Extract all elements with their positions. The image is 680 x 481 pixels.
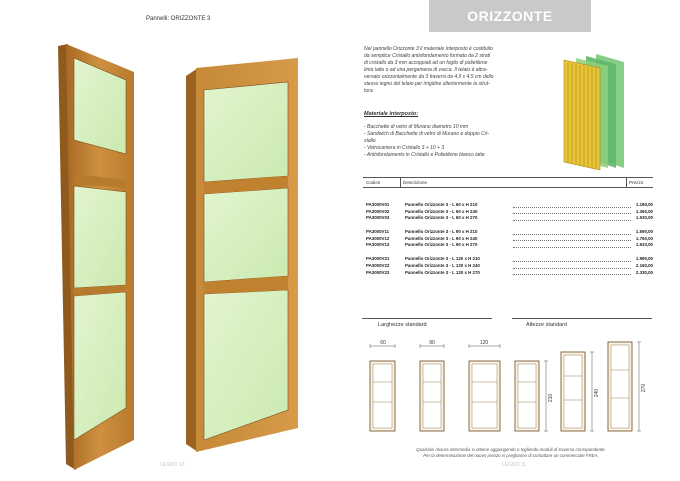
footnote bbox=[376, 447, 646, 459]
product-price: 2.160,00 bbox=[635, 262, 653, 268]
product-price: 1.590,00 bbox=[635, 229, 653, 235]
product-code: PA3000V21 bbox=[366, 256, 390, 262]
product-description: Pannello Orizzonte 3 - L 90 x H 270 bbox=[405, 242, 478, 248]
width-frame-90 bbox=[420, 344, 444, 431]
product-price: 2.330,00 bbox=[635, 269, 653, 275]
dot-leader bbox=[513, 220, 631, 221]
height-label-270: 270 bbox=[641, 383, 647, 393]
page-number-right: LEGNO 11 bbox=[502, 462, 527, 468]
product-code: PA3000V02 bbox=[366, 208, 390, 214]
table-row bbox=[363, 202, 653, 209]
product-description: Pannello Orizzonte 3 - L 120 x H 240 bbox=[405, 262, 480, 268]
material-item: stallo bbox=[364, 138, 376, 144]
table-row bbox=[363, 270, 653, 277]
intro-line: tinta latte o ad una pergamena di vacca. Il telaio è attra- bbox=[364, 67, 488, 73]
width-frame-60 bbox=[370, 344, 395, 431]
right-page bbox=[340, 0, 680, 481]
dot-leader bbox=[513, 240, 631, 241]
height-frame-210 bbox=[515, 361, 548, 431]
product-code: PA3000V22 bbox=[366, 262, 390, 268]
group-gap bbox=[363, 222, 653, 229]
product-description: Pannello Orizzonte 3 - L 120 x H 270 bbox=[405, 269, 480, 275]
table-row bbox=[363, 256, 653, 263]
table-row bbox=[363, 215, 653, 222]
price-table bbox=[363, 177, 653, 276]
header-separator bbox=[400, 178, 401, 187]
width-frame-120 bbox=[469, 344, 500, 431]
table-header bbox=[363, 177, 653, 188]
materials-list bbox=[364, 124, 514, 159]
footnote-line: Per la determinazione del nuovo prezzo vi preghiamo di contattare un commerciale FREA. bbox=[423, 453, 599, 458]
dot-leader bbox=[513, 207, 631, 208]
product-price: 1.360,00 bbox=[635, 208, 653, 214]
product-description: Pannello Orizzonte 3 - L 60 x H 240 bbox=[405, 208, 478, 214]
product-price: 1.990,00 bbox=[635, 256, 653, 262]
table-row bbox=[363, 236, 653, 243]
height-label-240: 240 bbox=[594, 388, 600, 398]
header-separator bbox=[626, 178, 627, 187]
product-description: Pannello Orizzonte 3 - L 120 x H 210 bbox=[405, 256, 480, 262]
section-rule-widths bbox=[362, 318, 492, 319]
material-item: - Vetrocamera in Cristallo 3 + 10 + 3 bbox=[364, 145, 445, 151]
material-item: - Sandwich di Bacchette di vetro di Murano e doppio Cri- bbox=[364, 131, 490, 137]
product-code: PA3000V01 bbox=[366, 202, 390, 207]
table-row bbox=[363, 242, 653, 249]
dot-leader bbox=[513, 261, 631, 262]
table-row bbox=[363, 209, 653, 216]
widths-label: Larghezze standard bbox=[378, 322, 427, 328]
dot-leader bbox=[513, 268, 631, 269]
intro-line: versato orizzontalmente da 3 traversi da 4,5 x 4,5 cm dello bbox=[364, 74, 494, 80]
header-description: Descrizione bbox=[403, 180, 427, 185]
product-price: 1.530,00 bbox=[635, 215, 653, 221]
height-label-210: 210 bbox=[548, 393, 554, 403]
door-panel-rear bbox=[186, 58, 298, 452]
heights-label: Altezze standard bbox=[526, 322, 567, 328]
dimension-diagrams bbox=[340, 336, 680, 436]
intro-text bbox=[364, 46, 514, 95]
header-price: Prezzo bbox=[629, 180, 644, 185]
product-price: 1.760,00 bbox=[635, 235, 653, 241]
intro-line: stesso legno del telaio per irrigidire ulteriormente la strut- bbox=[364, 81, 490, 87]
product-code: PA3000V12 bbox=[366, 235, 390, 241]
intro-line: Nel pannello Orizzonte 3 il materiale interposto è costituito bbox=[364, 46, 493, 52]
dot-leader bbox=[513, 213, 631, 214]
materials-heading: Materiale interposto: bbox=[364, 111, 419, 117]
material-item: - Antisfondamento in Cristallo e Polietilene bianco latte bbox=[364, 152, 485, 158]
product-description: Pannello Orizzonte 3 - L 90 x H 240 bbox=[405, 235, 478, 241]
section-rule-heights bbox=[512, 318, 652, 319]
product-description: Pannello Orizzonte 3 - L 60 x H 270 bbox=[405, 215, 478, 221]
product-description: Pannello Orizzonte 3 - L 90 x H 210 bbox=[405, 229, 478, 235]
door-panel-front bbox=[58, 44, 134, 470]
intro-line: di cristallo da 3 mm accoppiati ad un foglio di polietilene bbox=[364, 60, 488, 66]
glass-samples-illustration bbox=[536, 46, 636, 172]
header-code: Codice bbox=[366, 180, 381, 185]
product-description: Pannello Orizzonte 3 - L 60 x H 210 bbox=[405, 202, 478, 207]
product-code: PA3000V11 bbox=[366, 229, 390, 235]
product-code: PA3000V23 bbox=[366, 269, 390, 275]
product-price: 1.933,00 bbox=[635, 242, 653, 248]
title-band bbox=[429, 0, 591, 32]
running-head: Pannelli: ORIZZONTE 3 bbox=[146, 16, 211, 22]
material-item: - Bacchette di vetro di Murano diametro 10 mm bbox=[364, 124, 469, 130]
dot-leader bbox=[513, 234, 631, 235]
dot-leader bbox=[513, 274, 631, 275]
product-price: 1.190,00 bbox=[635, 202, 653, 207]
table-row bbox=[363, 263, 653, 270]
page-title: ORIZZONTE bbox=[467, 8, 553, 24]
height-frame-240 bbox=[561, 352, 594, 431]
width-label-90: 90 bbox=[429, 340, 435, 346]
product-code: PA3000V13 bbox=[366, 242, 390, 248]
product-code: PA3000V03 bbox=[366, 215, 390, 221]
dot-leader bbox=[513, 247, 631, 248]
footnote-line: Qualsiasi misura intermedia si ottiene aggiungendo o togliendo moduli di traverso corrispondente. bbox=[416, 447, 606, 452]
intro-line: da semplice Cristallo antisfondamento formato da 2 strati bbox=[364, 53, 491, 59]
intro-line: tura. bbox=[364, 88, 375, 94]
table-body bbox=[363, 202, 653, 276]
table-row bbox=[363, 229, 653, 236]
page-number-left: LEGNO 10 bbox=[160, 462, 185, 468]
height-frame-270 bbox=[608, 342, 641, 431]
width-label-60: 60 bbox=[380, 340, 386, 346]
width-label-120: 120 bbox=[479, 340, 489, 346]
group-gap bbox=[363, 249, 653, 256]
